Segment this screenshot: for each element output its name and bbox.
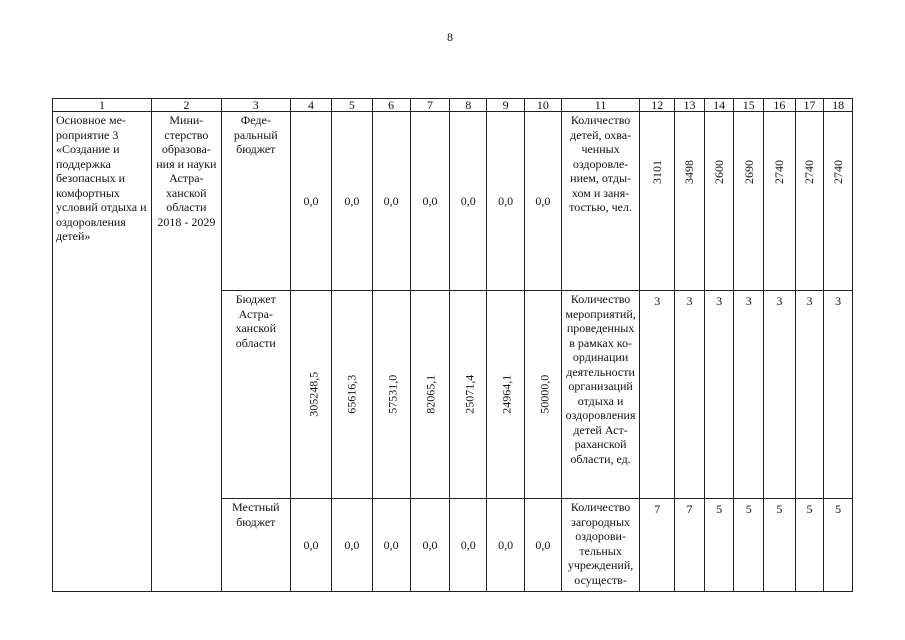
indicator-cell: Количество загородных оздоровительных учреждений, осуществ- [561, 499, 640, 592]
amount-value: 65616,3 [344, 375, 359, 414]
amount-cell: 0,0 [450, 499, 487, 592]
amount-cell: 0,0 [410, 499, 450, 592]
amount-cell: 0,0 [524, 499, 561, 592]
header-cell: 18 [824, 99, 853, 112]
target-cell: 3 [824, 291, 853, 499]
header-cell: 3 [221, 99, 290, 112]
source-cell: Местный бюджет [221, 499, 290, 592]
amount-cell: 0,0 [487, 499, 525, 592]
target-cell: 3 [764, 291, 796, 499]
table-row-federal [53, 112, 853, 291]
target-value: 2740 [830, 160, 845, 184]
header-cell: 6 [372, 99, 410, 112]
header-cell: 4 [291, 99, 332, 112]
target-cell: 3 [675, 291, 705, 499]
target-value: 3498 [682, 160, 697, 184]
amount-cell: 0,0 [487, 112, 525, 291]
header-cell: 14 [704, 99, 734, 112]
header-cell: 8 [450, 99, 487, 112]
amount-value: 305248,5 [306, 372, 321, 417]
target-cell [704, 112, 734, 291]
indicator-cell: Количество мероприятий, проведенных в рамках координации деятельности организаций отдыха и оздоровления детей Астраханской области, ед. [561, 291, 640, 499]
amount-value: 50000,0 [537, 375, 552, 414]
target-cell [734, 112, 764, 291]
header-row [53, 99, 853, 112]
target-value: 2740 [802, 160, 817, 184]
header-cell: 5 [331, 99, 372, 112]
target-cell [675, 112, 705, 291]
amount-cell [450, 291, 487, 499]
target-cell: 5 [704, 499, 734, 592]
amount-value: 25071,4 [462, 375, 477, 414]
target-cell [824, 112, 853, 291]
target-cell: 3 [795, 291, 824, 499]
source-cell: Федеральный бюджет [221, 112, 290, 291]
amount-cell: 0,0 [291, 499, 332, 592]
target-cell: 3 [640, 291, 675, 499]
target-value: 3101 [650, 160, 665, 184]
amount-cell: 0,0 [524, 112, 561, 291]
amount-cell: 0,0 [372, 112, 410, 291]
target-cell: 7 [675, 499, 705, 592]
header-cell: 1 [53, 99, 152, 112]
target-value: 2600 [711, 160, 726, 184]
indicator-cell: Количество детей, охваченных оздоровлением, отдыхом и занятостью, чел. [561, 112, 640, 291]
header-cell: 12 [640, 99, 675, 112]
header-cell: 16 [764, 99, 796, 112]
amount-cell: 0,0 [291, 112, 332, 291]
header-cell: 10 [524, 99, 561, 112]
target-cell: 5 [764, 499, 796, 592]
header-cell: 15 [734, 99, 764, 112]
header-cell: 13 [675, 99, 705, 112]
target-cell: 3 [734, 291, 764, 499]
program-table [52, 98, 853, 592]
target-cell [640, 112, 675, 291]
measure-cell: Основное мероприятие 3 «Создание и поддержка безопасных и комфортных условий отдыха и оздоровления детей» [53, 112, 152, 592]
amount-cell: 0,0 [331, 112, 372, 291]
target-cell: 7 [640, 499, 675, 592]
amount-value: 82065,1 [422, 375, 437, 414]
target-value: 2740 [772, 160, 787, 184]
source-cell: Бюджет Астраханской области [221, 291, 290, 499]
amount-value: 24964,1 [499, 375, 514, 414]
header-cell: 7 [410, 99, 450, 112]
target-cell: 5 [824, 499, 853, 592]
amount-cell [524, 291, 561, 499]
target-cell [764, 112, 796, 291]
amount-cell [372, 291, 410, 499]
amount-cell [331, 291, 372, 499]
amount-cell [410, 291, 450, 499]
amount-value: 57531,0 [385, 375, 399, 414]
amount-cell: 0,0 [450, 112, 487, 291]
target-cell: 5 [795, 499, 824, 592]
amount-cell: 0,0 [410, 112, 450, 291]
header-cell: 11 [561, 99, 640, 112]
header-cell: 17 [795, 99, 824, 112]
amount-cell [487, 291, 525, 499]
amount-cell: 0,0 [372, 499, 410, 592]
target-value: 2690 [741, 160, 756, 184]
header-cell: 9 [487, 99, 525, 112]
executor-cell: Министерство образования и науки Астраханской области 2018 - 2029 [152, 112, 221, 592]
amount-cell: 0,0 [331, 499, 372, 592]
amount-cell [291, 291, 332, 499]
target-cell: 3 [704, 291, 734, 499]
header-cell: 2 [152, 99, 221, 112]
target-cell: 5 [734, 499, 764, 592]
target-cell [795, 112, 824, 291]
page-number: 8 [447, 30, 453, 44]
